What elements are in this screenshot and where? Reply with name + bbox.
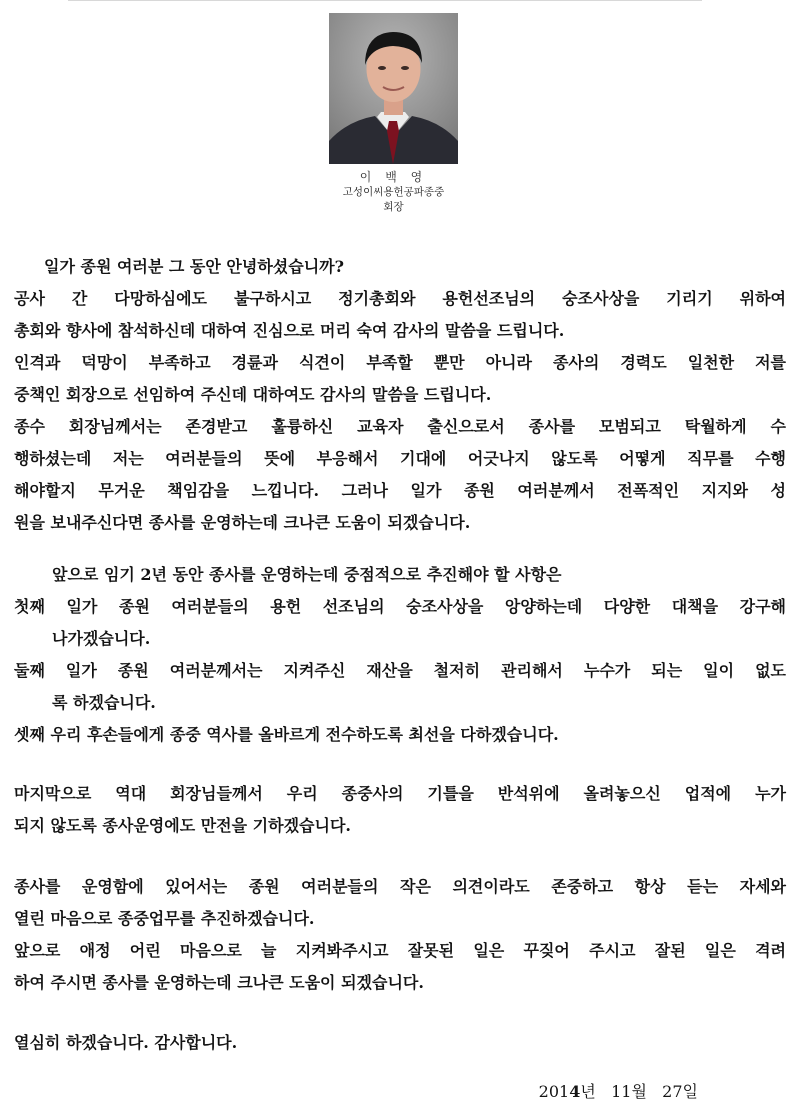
text-line: 인격과 덕망이 부족하고 경륜과 식견이 부족할 뿐만 아니라 종사의 경력도 일천한 저를 (14, 353, 786, 372)
date-year-prefix: 201 (538, 1082, 570, 1101)
date-day: 27일 (662, 1082, 698, 1101)
date-year-last-digit: 4 (569, 1082, 581, 1101)
text-line: 공사 간 다망하심에도 불구하시고 정기총회와 용헌선조님의 숭조사상을 기리기 위하여 (14, 289, 786, 308)
text-line: 종사를 운영함에 있어서는 종원 여러분들의 작은 의견이라도 존중하고 항상 듣는 자세와 (14, 877, 786, 896)
text-line: 하여 주시면 종사를 운영하는데 크나큰 도움이 되겠습니다. (14, 973, 424, 992)
closing-line: 열심히 하겠습니다. 감사합니다. (14, 1033, 238, 1052)
text-line: 록 하겠습니다. (52, 693, 156, 712)
text-line: 앞으로 애정 어린 마음으로 늘 지켜봐주시고 잘못된 일은 꾸짖어 주시고 잘된 일은 격려 (14, 941, 786, 960)
text-line: 되지 않도록 종사운영에도 만전을 기하겠습니다. (14, 816, 351, 835)
text-line: 둘째 일가 종원 여러분께서는 지켜주신 재산을 철저히 관리해서 누수가 되는 일이 없도 (14, 661, 786, 680)
author-organization: 고성이씨용헌공파종중 (342, 186, 445, 198)
text-line: 행하셨는데 저는 여러분들의 뜻에 부응해서 기대에 어긋나지 않도록 어떻게 직무를 수행 (14, 449, 786, 468)
text-line: 종수 회장님께서는 존경받고 훌륭하신 교육자 출신으로서 종사를 모범되고 탁월하게 수 (14, 417, 786, 436)
date-month: 11월 (611, 1082, 647, 1101)
text-line: 마지막으로 역대 회장님들께서 우리 종중사의 기틀을 반석위에 올려놓으신 업적에 누가 (14, 784, 786, 803)
text-line: 나가겠습니다. (52, 629, 151, 648)
portrait-photo (329, 13, 458, 164)
author-name: 이 백 영 (359, 170, 428, 184)
text-line: 첫째 일가 종원 여러분들의 용헌 선조님의 숭조사상을 앙양하는데 다양한 대책을 강구해 (14, 597, 786, 616)
document-date (539, 1082, 698, 1102)
date-year-unit: 년 (580, 1082, 596, 1101)
text-line: 중책인 회장으로 선임하여 주신데 대하여도 감사의 말씀을 드립니다. (14, 385, 492, 404)
text-line: 앞으로 임기 2년 동안 종사를 운영하는데 중점적으로 추진해야 할 사항은 (52, 565, 562, 584)
text-line: 셋째 우리 후손들에게 종중 역사를 올바르게 전수하도록 최선을 다하겠습니다. (14, 725, 559, 744)
top-divider (68, 0, 702, 1)
text-line: 원을 보내주신다면 종사를 운영하는데 크나큰 도움이 되겠습니다. (14, 513, 471, 532)
author-title: 회장 (383, 201, 404, 213)
text-line: 해야할지 무거운 책임감을 느낍니다. 그러나 일가 종원 여러분께서 전폭적인 지지와 성 (14, 481, 786, 500)
text-line: 총회와 향사에 참석하신데 대하여 진심으로 머리 숙여 감사의 말씀을 드립니다. (14, 321, 565, 340)
text-line: 일가 종원 여러분 그 동안 안녕하셨습니까? (44, 257, 344, 276)
text-line: 열린 마음으로 종중업무를 추진하겠습니다. (14, 909, 315, 928)
